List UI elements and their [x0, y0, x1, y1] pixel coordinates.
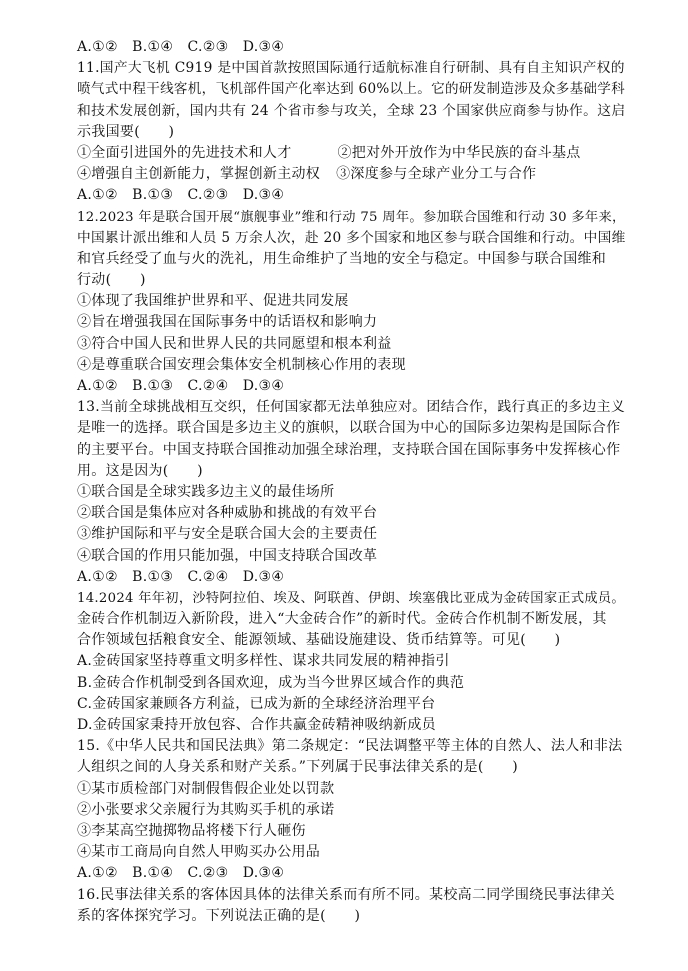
q13-statement-2: ②联合国是集体应对各种威胁和挑战的有效平台: [77, 505, 378, 522]
q12-options: A.①② B.①③ C.②④ D.③④: [77, 378, 285, 394]
q12-statement-1: ①体现了我国维护世界和平、促进共同发展: [77, 293, 349, 310]
question-13: [77, 397, 625, 588]
q12-stem-line-3: 和官兵经受了血与火的洗礼，用生命维护了当地的安全与稳定。中国参与联合国维和: [77, 250, 607, 267]
q15-options: A.①② B.①④ C.②③ D.③④: [77, 865, 285, 882]
q15-statement-3: ③李某高空抛掷物品将楼下行人砸伤: [77, 822, 306, 839]
q11-statement-1: ①全面引进国外的先进技术和人才: [77, 144, 292, 161]
q15-stem-line-1: 15.《中华人民共和国民法典》第二条规定：“民法调整平等主体的自然人、法人和非法: [77, 738, 623, 755]
q11-stem-line-3: 和技术发展创新，国内共有 24 个省市参与攻关，全球 23 个国家供应商参与协作。这启: [77, 102, 626, 119]
question-15: [77, 736, 625, 884]
q10-options: A.①② B.①④ C.②③ D.③④: [77, 39, 285, 55]
q11-statement-2: ②把对外开放作为中华民族的奋斗基点: [337, 144, 581, 161]
q12-statement-4: ④是尊重联合国安理会集体安全机制核心作用的表现: [77, 356, 406, 373]
question-12: [77, 207, 625, 398]
q13-statement-3: ③维护国际和平与安全是联合国大会的主要责任: [77, 526, 378, 543]
q15-statement-2: ②小张要求父亲履行为其购买手机的承诺: [77, 801, 335, 818]
q14-stem-line-3: 合作领域包括粮食安全、能源领域、基础设施建设、货币结算等。可见( ): [77, 632, 561, 649]
exam-page: [77, 37, 625, 927]
q11-stem-line-1: 11.国产大飞机 C919 是中国首款按照国际通行适航标准自行研制、具有自主知识产权的: [77, 60, 625, 77]
q15-statement-1: ①某市质检部门对制假售假企业处以罚款: [77, 780, 335, 797]
question-14: [77, 588, 625, 736]
q12-statement-2: ②旨在增强我国在国际事务中的话语权和影响力: [77, 314, 378, 331]
q12-statement-3: ③符合中国人民和世界人民的共同愿望和根本利益: [77, 335, 392, 352]
q13-options: A.①② B.①③ C.②④ D.③④: [77, 568, 285, 585]
q14-choice-d: D.金砖国家秉持开放包容、合作共赢金砖精神吸纳新成员: [77, 717, 436, 733]
q11-stem-line-2: 喷气式中程干线客机，飞机部件国产化率达到 60%以上。它的研发制造涉及众多基础学科: [77, 81, 625, 98]
q13-statement-4: ④联合国的作用只能加强，中国支持联合国改革: [77, 547, 378, 564]
q14-choice-c: C.金砖国家兼顾各方利益，已成为新的全球经济治理平台: [77, 695, 436, 712]
q15-stem-line-2: 人组织之间的人身关系和财产关系。”下列属于民事法律关系的是( ): [77, 759, 518, 776]
q12-stem-line-1: 12.2023 年是联合国开展“旗舰事业”维和行动 75 周年。参加联合国维和行动 30 多年来，: [77, 209, 626, 225]
q11-statement-3: ③深度参与全球产业分工与合作: [336, 166, 537, 183]
q11-statement-row-1: [77, 143, 625, 164]
q13-stem-line-3: 的主要平台。中国支持联合国推动加强全球治理，支持联合国在国际事务中发挥核心作: [77, 441, 621, 458]
question-16: [77, 885, 625, 927]
q13-stem-line-1: 13.当前全球挑战相互交织，任何国家都无法单独应对。团结合作，践行真正的多边主义: [77, 399, 626, 416]
q13-statement-1: ①联合国是全球实践多边主义的最佳场所: [77, 483, 335, 500]
q12-stem-line-2: 中国累计派出维和人员 5 万余人次，赴 20 多个国家和地区参与联合国维和行动。中国维: [77, 229, 626, 246]
question-11: [77, 58, 625, 206]
q11-stem-line-4: 示我国要( ): [77, 123, 175, 140]
q11-options: A.①② B.①③ C.②③ D.③④: [77, 187, 285, 204]
q16-stem-line-2: 系的客体探究学习。下列说法正确的是( ): [77, 907, 361, 924]
q14-choice-b: B.金砖合作机制受到各国欢迎，成为当今世界区域合作的典范: [77, 674, 465, 691]
q11-statement-row-2: [77, 164, 625, 185]
q12-stem-line-4: 行动( ): [77, 272, 146, 289]
q13-stem-line-4: 用。这是因为( ): [77, 462, 203, 479]
q13-stem-line-2: 是唯一的选择。联合国是多边主义的旗帜，以联合国为中心的国际多边架构是国际合作: [77, 420, 621, 437]
q14-stem-line-1: 14.2024 年年初，沙特阿拉伯、埃及、阿联酋、伊朗、埃塞俄比亚成为金砖国家正式成员。: [77, 590, 625, 606]
q11-statement-4: ④增强自主创新能力，掌握创新主动权: [77, 166, 321, 183]
q16-stem-line-1: 16.民事法律关系的客体因具体的法律关系而有所不同。某校高二同学围绕民事法律关: [77, 886, 615, 903]
q14-choice-a: A.金砖国家坚持尊重文明多样性、谋求共同发展的精神指引: [77, 653, 450, 670]
q15-statement-4: ④某市工商局向自然人甲购买办公用品: [77, 844, 321, 861]
q14-stem-line-2: 金砖合作机制迈入新阶段，进入“大金砖合作”的新时代。金砖合作机制不断发展，其: [77, 611, 607, 628]
